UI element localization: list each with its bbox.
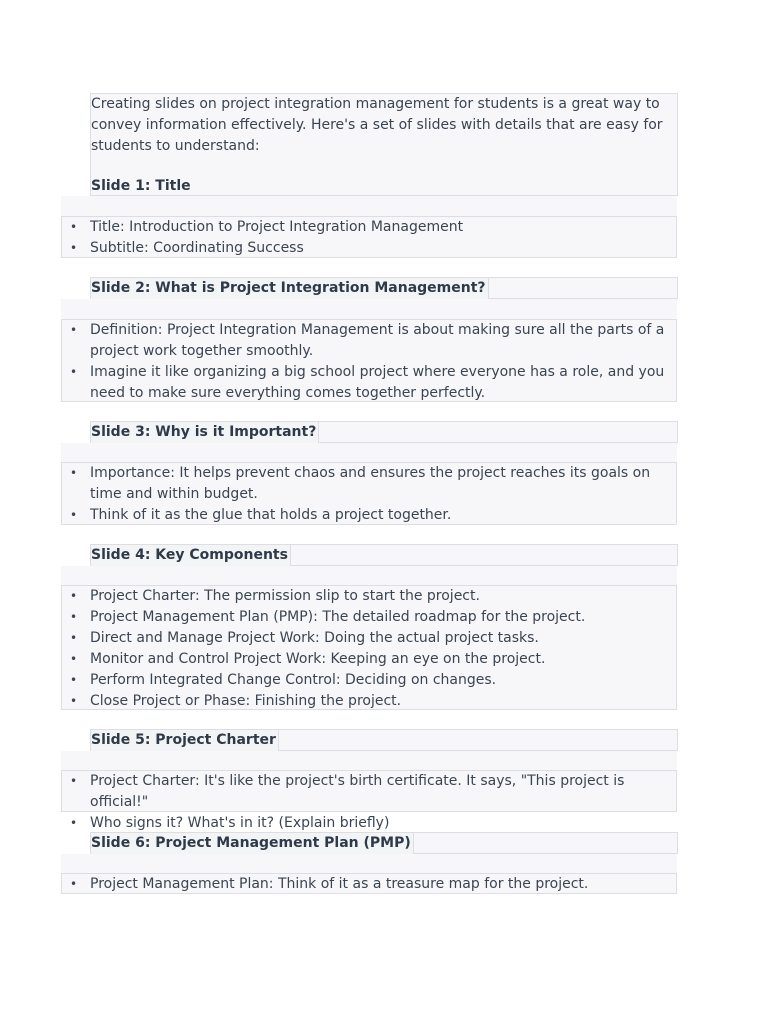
list-item: • Project Management Plan (PMP): The detailed roadmap for the project.	[70, 609, 586, 625]
list-item: • Project Charter: The permission slip to start the project.	[70, 588, 480, 604]
slide-5-heading: Slide 5: Project Charter	[90, 729, 678, 751]
slide-2-heading: Slide 2: What is Project Integration Management?	[90, 277, 678, 299]
list-item: • Importance: It helps prevent chaos and ensures the project reaches its goals on time and within budget.	[70, 465, 651, 502]
gap	[61, 566, 677, 586]
list-item: • Think of it as the glue that holds a project together.	[70, 507, 452, 523]
list-item: • Project Management Plan: Think of it as a treasure map for the project.	[70, 876, 589, 892]
slide-1-list	[62, 217, 676, 259]
slide-3-heading: Slide 3: Why is it Important?	[90, 421, 678, 443]
slide-4-list-block	[61, 585, 677, 710]
list-item: • Title: Introduction to Project Integration Management	[70, 219, 464, 235]
intro-block	[90, 93, 678, 196]
gap	[61, 443, 677, 463]
slide-5-list	[62, 771, 676, 834]
slide-6-list	[62, 874, 676, 895]
slide-1-heading: Slide 1: Title	[91, 178, 191, 194]
list-item: • Direct and Manage Project Work: Doing the actual project tasks.	[70, 630, 539, 646]
gap	[61, 751, 677, 771]
list-item: • Perform Integrated Change Control: Deciding on changes.	[70, 672, 497, 688]
slide-1-list-block	[61, 216, 677, 258]
list-item: • Close Project or Phase: Finishing the project.	[70, 693, 402, 709]
slide-2-list	[62, 320, 676, 404]
list-item: • Definition: Project Integration Management is about making sure all the parts of a project work together smoothly.	[70, 322, 665, 359]
slide-3-list-block	[61, 462, 677, 525]
list-item: • Imagine it like organizing a big school project where everyone has a role, and you need to make sure everything comes together perfectly.	[70, 364, 665, 401]
list-item: • Project Charter: It's like the project's birth certificate. It says, "This project is official!"	[70, 773, 625, 810]
gap	[61, 854, 677, 874]
gap	[61, 196, 677, 216]
slide-3-list	[62, 463, 676, 526]
slide-4-list	[62, 586, 676, 712]
slide-2-list-block	[61, 319, 677, 402]
list-item: • Subtitle: Coordinating Success	[70, 240, 304, 256]
slide-4-heading: Slide 4: Key Components	[90, 544, 678, 566]
list-item: • Monitor and Control Project Work: Keeping an eye on the project.	[70, 651, 546, 667]
list-item: • Who signs it? What's in it? (Explain briefly)	[70, 815, 390, 831]
gap	[61, 299, 677, 319]
intro-paragraph: Creating slides on project integration management for students is a great way to convey information effectively. Here's a set of slides with details that are easy for students to understand:	[91, 96, 663, 154]
slide-6-heading: Slide 6: Project Management Plan (PMP)	[90, 832, 678, 854]
slide-5-list-block	[61, 770, 677, 831]
slide-6-list-block	[61, 873, 677, 894]
